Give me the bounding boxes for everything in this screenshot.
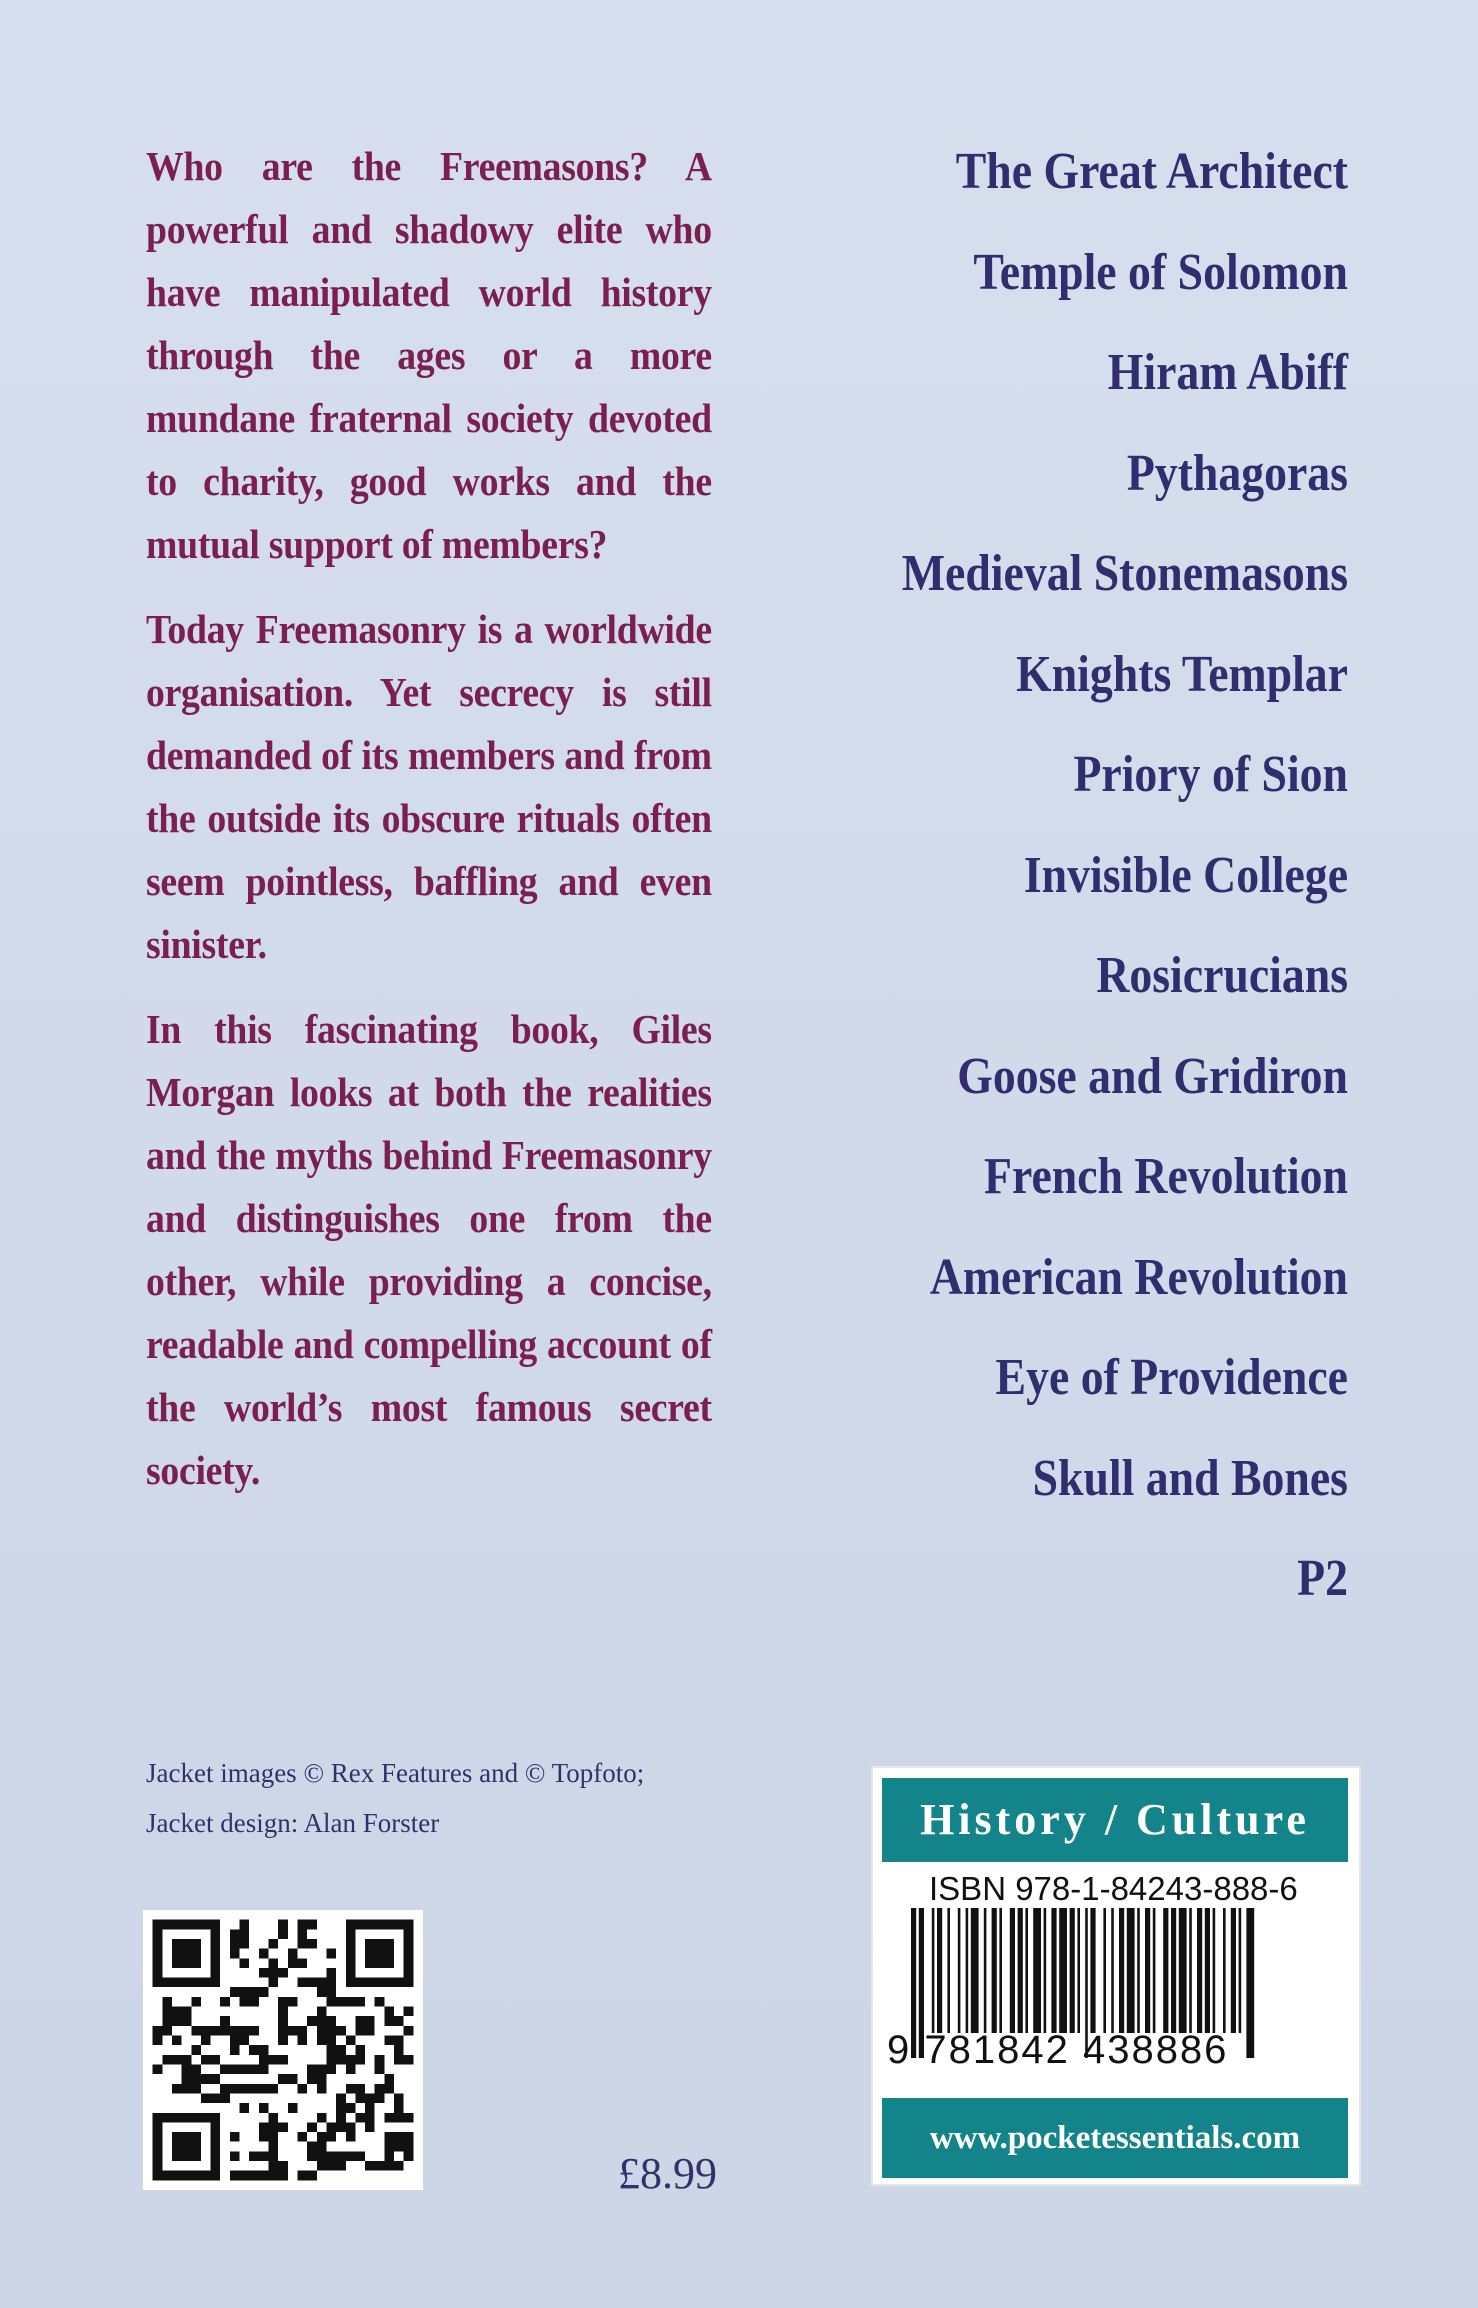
blurb-paragraph-2: Today Freemasonry is a worldwide organisation. Yet secrecy is still demanded of its members and from the outside its obscure rituals often seem pointless, baffling and even sinister. xyxy=(146,606,712,967)
topic-item: Priory of Sion xyxy=(1073,746,1348,803)
credits-line-design: Jacket design: Alan Forster xyxy=(146,1808,440,1838)
topic-item: The Great Architect xyxy=(955,143,1348,200)
topic-item: P2 xyxy=(1297,1550,1348,1607)
credits-line-images: Jacket images © Rex Features and © Topfoto; xyxy=(146,1758,645,1788)
topic-item: Eye of Providence xyxy=(995,1349,1348,1406)
topic-item: American Revolution xyxy=(929,1248,1348,1306)
topic-item: Goose and Gridiron xyxy=(957,1047,1348,1105)
topic-item: Skull and Bones xyxy=(1032,1449,1348,1507)
qr-code-icon xyxy=(143,1910,423,2190)
topic-item: Hiram Abiff xyxy=(1107,344,1348,401)
isbn-barcode-box xyxy=(871,1766,1361,2186)
topic-item: French Revolution xyxy=(984,1148,1348,1205)
price: £8.99 xyxy=(618,2149,717,2198)
topic-item: Medieval Stonemasons xyxy=(901,545,1348,602)
category-banner: History / Culture xyxy=(882,1778,1348,1862)
topic-list xyxy=(728,122,1348,1630)
publisher-url: www.pocketessentials.com xyxy=(882,2098,1348,2178)
topic-item: Pythagoras xyxy=(1126,444,1348,502)
isbn-label: ISBN 978-1-84243-888-6 xyxy=(929,1870,1298,1907)
topic-item: Invisible College xyxy=(1023,846,1348,904)
barcode-digits: 9 781842 438886 xyxy=(887,2028,1229,2072)
blurb-paragraph-3: In this fascinating book, Giles Morgan looks at both the realities and the myths behind Freemasonry and distinguishes one from the other, while providing a concise, readable and compelling account of the world’s most famous secret society. xyxy=(146,1006,712,1493)
blurb xyxy=(146,135,712,1524)
blurb-paragraph-1: Who are the Freemasons? A powerful and shadowy elite who have manipulated world history through the ages or a more mundane fraternal society devoted to charity, good works and the mutual support of members? xyxy=(146,143,712,567)
jacket-credits xyxy=(146,1748,644,1848)
topic-item: Rosicrucians xyxy=(1096,947,1348,1004)
topic-item: Temple of Solomon xyxy=(973,243,1348,301)
topic-item: Knights Templar xyxy=(1016,645,1348,703)
